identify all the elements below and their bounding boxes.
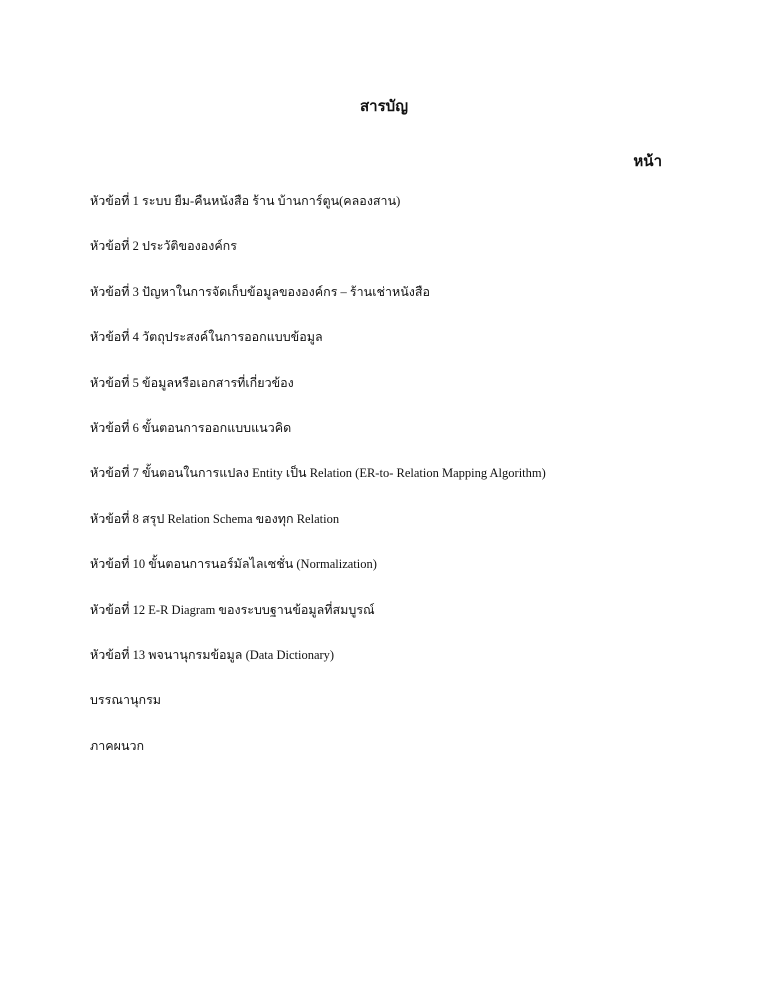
toc-entry-topic-10: หัวข้อที่ 10 ขั้นตอนการนอร์มัลไลเซชั่น (Normalization)	[90, 557, 377, 572]
toc-entry-bibliography: บรรณานุกรม	[90, 693, 162, 708]
toc-entry-topic-3: หัวข้อที่ 3 ปัญหาในการจัดเก็บข้อมูลขององค์กร – ร้านเช่าหนังสือ	[90, 284, 431, 299]
page-number-header: หน้า	[633, 154, 662, 170]
toc-entry-topic-1: หัวข้อที่ 1 ระบบ ยืม-คืนหนังสือ ร้าน บ้านการ์ตูน(คลองสาน)	[90, 194, 401, 208]
table-of-contents	[90, 192, 710, 782]
toc-entry-topic-5: หัวข้อที่ 5 ข้อมูลหรือเอกสารที่เกี่ยวข้อง	[90, 375, 294, 390]
page-title: สารบัญ	[360, 99, 408, 115]
toc-entry-topic-6: หัวข้อที่ 6 ขั้นตอนการออกแบบแนวคิด	[90, 420, 292, 435]
toc-entry-topic-12: หัวข้อที่ 12 E-R Diagram ของระบบฐานข้อมูลที่สมบูรณ์	[90, 602, 375, 617]
toc-entry-topic-8: หัวข้อที่ 8 สรุป Relation Schema ของทุก Relation	[90, 511, 340, 526]
toc-entry-topic-4: หัวข้อที่ 4 วัตถุประสงค์ในการออกแบบข้อมูล	[90, 330, 323, 345]
toc-entry-topic-13: หัวข้อที่ 13 พจนานุกรมข้อมูล (Data Dictionary)	[90, 647, 335, 662]
toc-entry-appendix: ภาคผนวก	[90, 738, 145, 753]
toc-entry-topic-2: หัวข้อที่ 2 ประวัติขององค์กร	[90, 239, 237, 254]
toc-entry-topic-7: หัวข้อที่ 7 ขั้นตอนในการแปลง Entity เป็น Relation (ER-to- Relation Mapping Algorithm)	[90, 466, 546, 481]
